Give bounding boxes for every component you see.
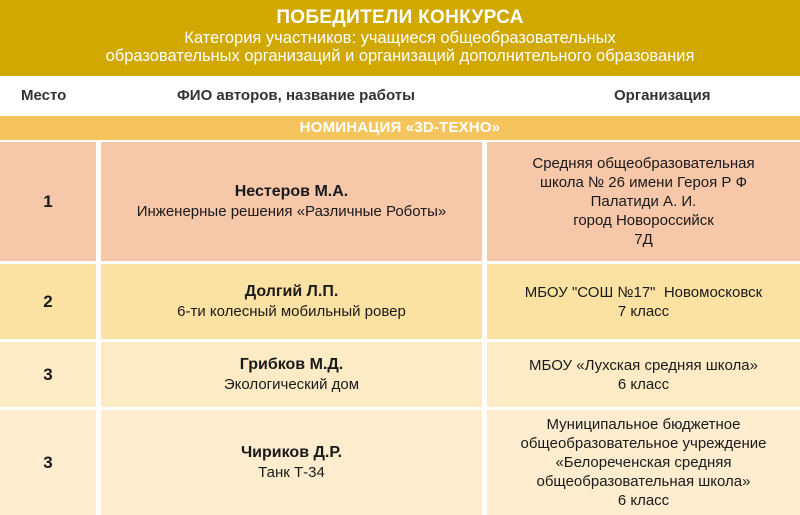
- author-cell: [101, 342, 482, 407]
- work-title: Экологический дом: [223, 376, 360, 393]
- nomination-bar: НОМИНАЦИЯ «3D-ТЕХНО»: [0, 116, 800, 140]
- table-row: [0, 410, 800, 515]
- table-header: [0, 80, 800, 114]
- org-line: 7Д: [634, 231, 653, 248]
- work-title: 6-ти колесный мобильный ровер: [177, 303, 406, 320]
- author-cell: [101, 410, 482, 515]
- header-authors: ФИО авторов, название работы: [177, 87, 415, 104]
- org-line: 7 класс: [617, 302, 670, 320]
- place-cell: [0, 264, 96, 339]
- place-value: 3: [43, 453, 53, 472]
- place-value: 3: [43, 365, 53, 384]
- author-name: Долгий Л.П.: [244, 283, 339, 300]
- place-value: 2: [43, 292, 53, 311]
- author-cell: [101, 264, 482, 339]
- table-row: [0, 264, 800, 339]
- organization-cell: [487, 264, 800, 339]
- org-line: Муниципальное бюджетное: [546, 416, 741, 433]
- org-line: МБОУ "СОШ №17" Новомосковск: [524, 283, 763, 301]
- category-subtitle-line2: образовательных организаций и организаций дополнительного образования: [105, 47, 695, 65]
- author-name: Нестеров М.А.: [234, 183, 349, 200]
- org-line: общеобразовательное учреждение: [520, 435, 767, 452]
- title-banner: [0, 0, 800, 76]
- author-name: Чириков Д.Р.: [240, 444, 343, 461]
- place-value: 1: [43, 192, 53, 211]
- work-title: Инженерные решения «Различные Роботы»: [136, 203, 447, 220]
- header-organization: Организация: [614, 87, 711, 104]
- org-line: Палатиди А. И.: [590, 193, 697, 210]
- org-line: школа № 26 имени Героя Р Ф: [539, 174, 748, 191]
- org-line: город Новороссийск: [573, 212, 714, 229]
- org-line: МБОУ «Лухская средняя школа»: [529, 356, 758, 374]
- org-line: «Белореченская средняя: [555, 454, 732, 471]
- org-line: 6 класс: [617, 375, 670, 393]
- author-cell: [101, 142, 482, 261]
- table-row: [0, 342, 800, 407]
- organization-cell: [487, 142, 800, 261]
- place-cell: [0, 142, 96, 261]
- category-subtitle-line1: Категория участников: учащиеся общеобразовательных: [184, 29, 616, 47]
- work-title: Танк Т-34: [258, 464, 325, 481]
- table-row: [0, 142, 800, 261]
- place-cell: [0, 410, 96, 515]
- author-name: Грибков М.Д.: [239, 356, 344, 373]
- page-title: ПОБЕДИТЕЛИ КОНКУРСА: [276, 7, 524, 28]
- place-cell: [0, 342, 96, 407]
- organization-cell: [487, 342, 800, 407]
- org-line: общеобразовательная школа»: [536, 473, 751, 490]
- org-line: Средняя общеобразовательная: [532, 155, 755, 172]
- org-line: 6 класс: [617, 492, 670, 509]
- organization-cell: [487, 410, 800, 515]
- header-place: Место: [21, 87, 67, 104]
